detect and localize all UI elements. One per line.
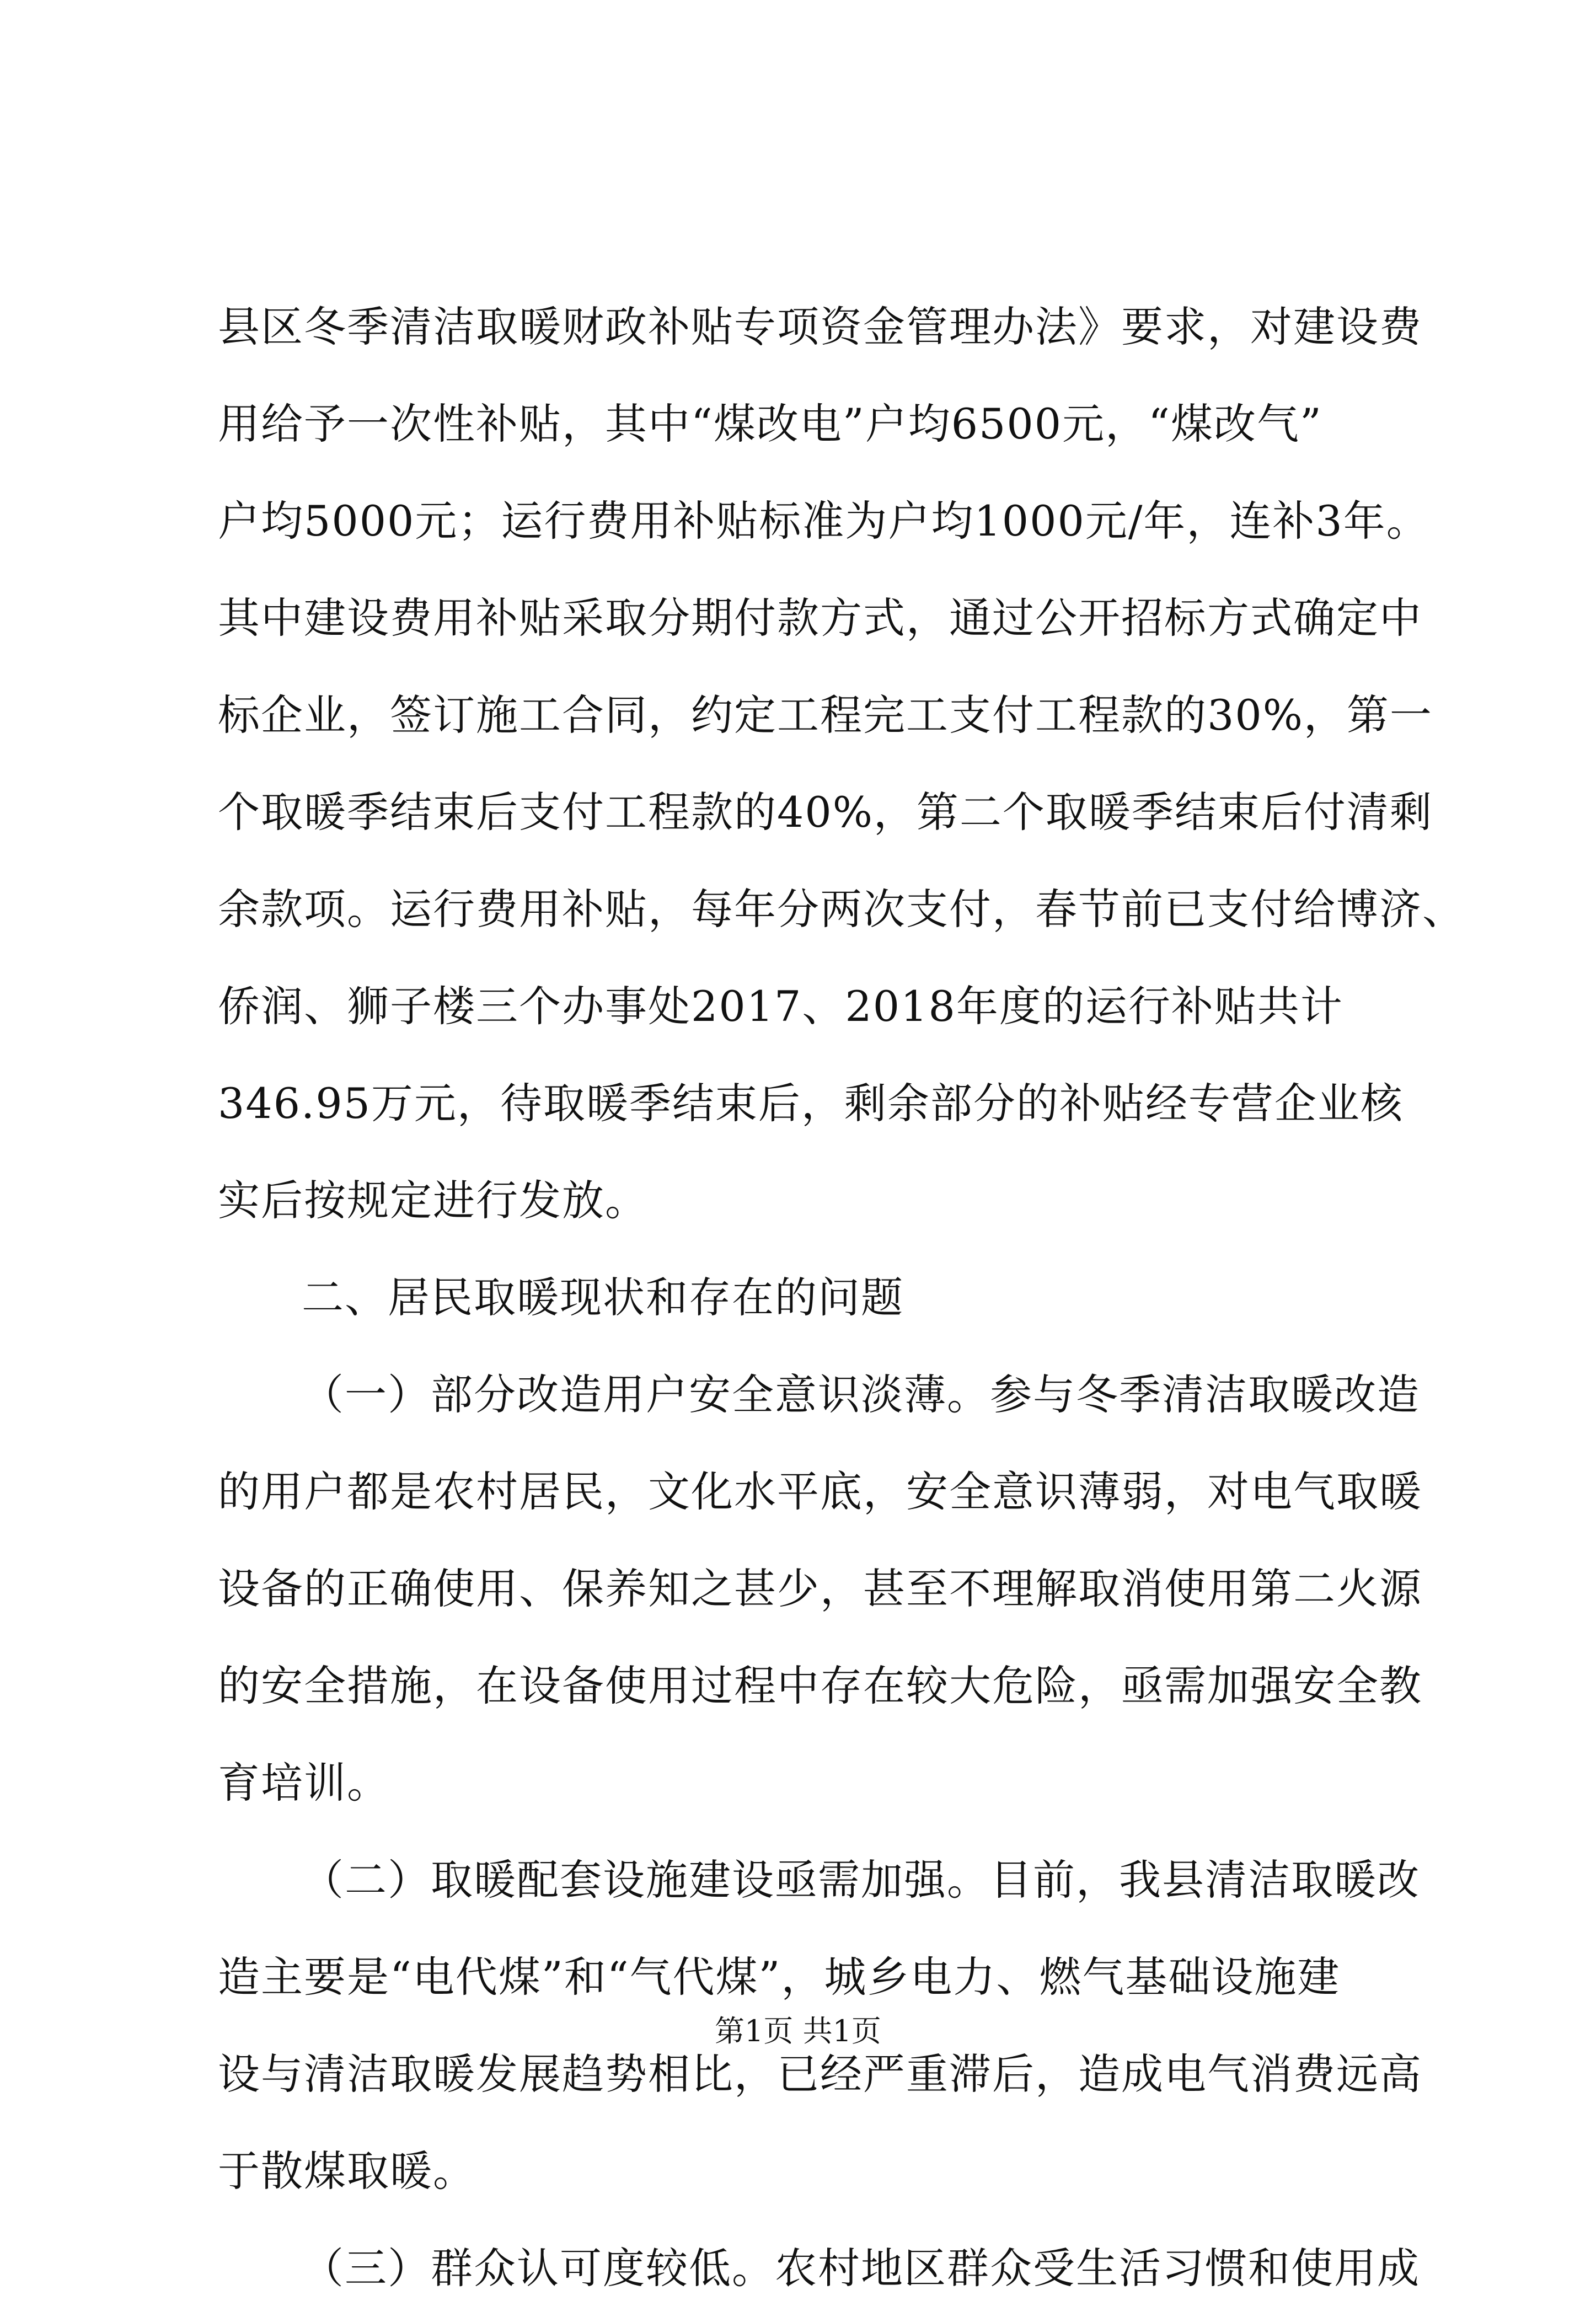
text-line-9: 346.95万元，待取暖季结束后，剩余部分的补贴经专营企业核 (218, 1079, 1404, 1128)
document-body (218, 279, 1465, 2317)
text-line-19: 设与清洁取暖发展趋势相比，已经严重滞后，造成电气消费远高 (218, 2050, 1422, 2099)
text-line-7: 余款项。运行费用补贴，每年分两次支付，春节前已支付给博济、 (218, 885, 1465, 934)
text-line-3: 户均5000元；运行费用补贴标准为户均1000元/年，连补3年。 (218, 496, 1429, 545)
section-heading: 二、居民取暖现状和存在的问题 (302, 1273, 904, 1322)
text-line-13: 的用户都是农村居民，文化水平底，安全意识薄弱，对电气取暖 (218, 1467, 1422, 1516)
text-line-17: （二）取暖配套设施建设亟需加强。目前，我县清洁取暖改 (302, 1855, 1420, 1904)
text-line-10: 实后按规定进行发放。 (218, 1176, 648, 1225)
text-line-12: （一）部分改造用户安全意识淡薄。参与冬季清洁取暖改造 (302, 1370, 1420, 1419)
page-footer: 第1页 共1页 (715, 2014, 881, 2048)
text-line-20: 于散煤取暖。 (218, 2147, 476, 2196)
text-line-15: 的安全措施，在设备使用过程中存在较大危险，亟需加强安全教 (218, 1661, 1422, 1710)
text-line-2: 用给予一次性补贴，其中“煤改电”户均6500元，“煤改气” (218, 399, 1322, 448)
text-line-6: 个取暖季结束后支付工程款的40%，第二个取暖季结束后付清剩 (218, 788, 1433, 837)
text-line-18: 造主要是“电代煤”和“气代煤”，城乡电力、燃气基础设施建 (218, 1952, 1341, 2002)
text-line-14: 设备的正确使用、保养知之甚少，甚至不理解取消使用第二火源 (218, 1564, 1422, 1613)
text-line-4: 其中建设费用补贴采取分期付款方式，通过公开招标方式确定中 (218, 593, 1422, 643)
text-line-16: 育培训。 (218, 1758, 390, 1807)
text-line-1: 县区冬季清洁取暖财政补贴专项资金管理办法》要求，对建设费 (218, 302, 1422, 351)
text-line-5: 标企业，签订施工合同，约定工程完工支付工程款的30%，第一 (218, 691, 1433, 740)
text-line-21: （三）群众认可度较低。农村地区群众受生活习惯和使用成 (302, 2244, 1420, 2293)
text-line-8: 侨润、狮子楼三个办事处2017、2018年度的运行补贴共计 (218, 982, 1343, 1031)
